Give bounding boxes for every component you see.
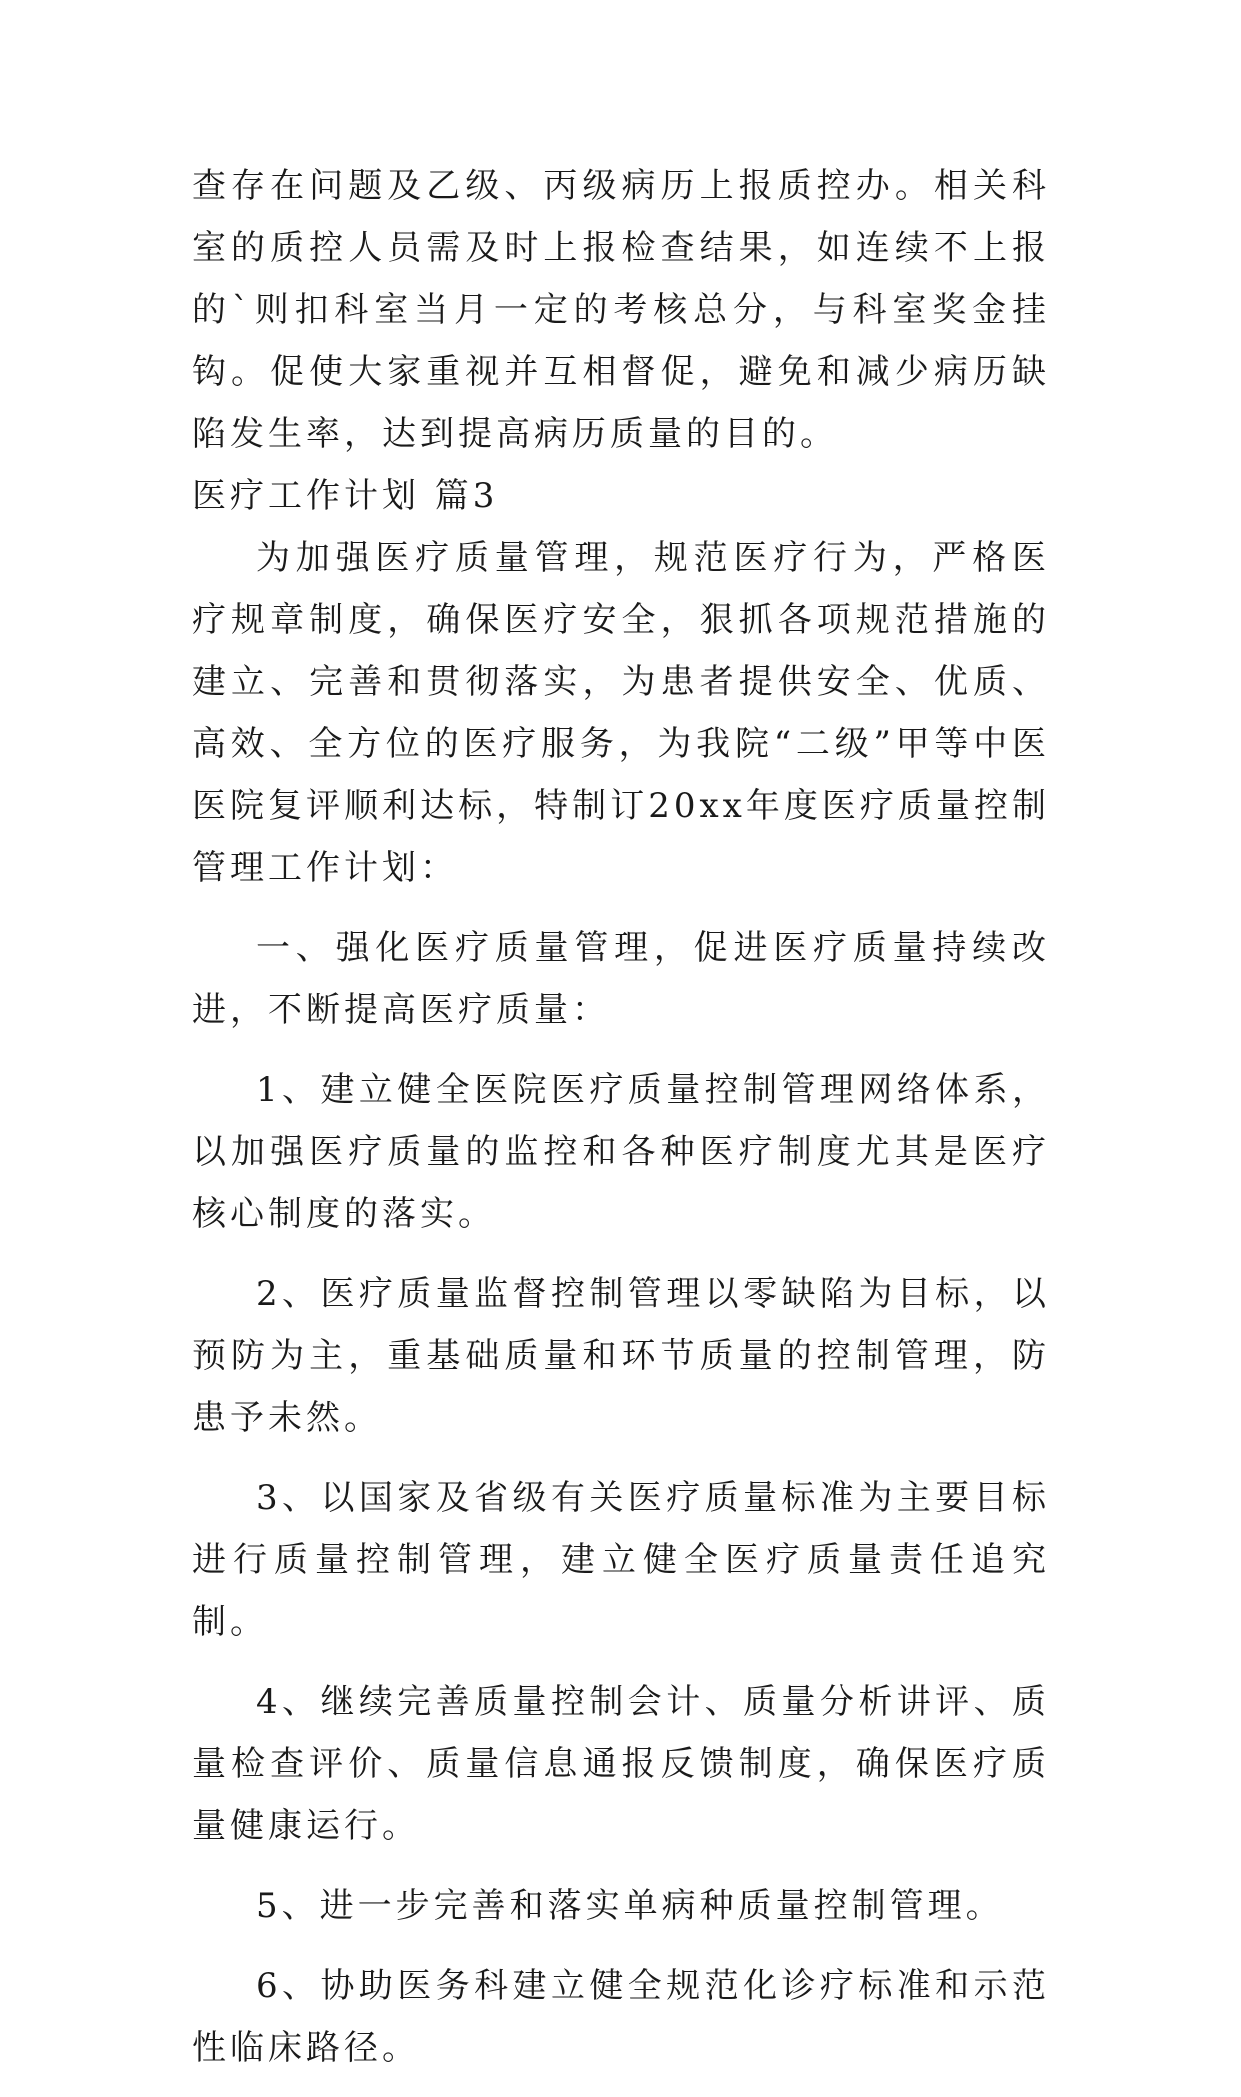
section-one-paragraph: 一、强化医疗质量管理，促进医疗质量持续改进，不断提高医疗质量： [192, 928, 1050, 1030]
list-item: 3、以国家及省级有关医疗质量标准为主要目标进行质量控制管理，建立健全医疗质量责任追究制。 [192, 1478, 1050, 1642]
list-item: 2、医疗质量监督控制管理以零缺陷为目标，以预防为主，重基础质量和环节质量的控制管理，防患予未然。 [192, 1274, 1050, 1438]
document-page [192, 155, 1050, 2097]
list-item: 5、进一步完善和落实单病种质量控制管理。 [256, 1886, 1004, 1926]
list-item: 1、建立健全医院医疗质量控制管理网络体系，以加强医疗质量的监控和各种医疗制度尤其是医疗核心制度的落实。 [192, 1070, 1050, 1234]
intro-paragraph: 为加强医疗质量管理，规范医疗行为，严格医疗规章制度，确保医疗安全，狠抓各项规范措施的建立、完善和贯彻落实，为患者提供安全、优质、高效、全方位的医疗服务，为我院“二级”甲等中医医院复评顺利达标，特制订20xx年度医疗质量控制管理工作计划： [192, 538, 1050, 888]
list-item: 6、协助医务科建立健全规范化诊疗标准和示范性临床路径。 [192, 1966, 1050, 2068]
continued-paragraph: 查存在问题及乙级、丙级病历上报质控办。相关科室的质控人员需及时上报检查结果，如连续不上报的`则扣科室当月一定的考核总分，与科室奖金挂钩。促使大家重视并互相督促，避免和减少病历缺陷发生率，达到提高病历质量的目的。 [192, 166, 1050, 454]
section-heading: 医疗工作计划 篇3 [192, 476, 499, 516]
list-item: 4、继续完善质量控制会计、质量分析讲评、质量检查评价、质量信息通报反馈制度，确保医疗质量健康运行。 [192, 1682, 1050, 1846]
